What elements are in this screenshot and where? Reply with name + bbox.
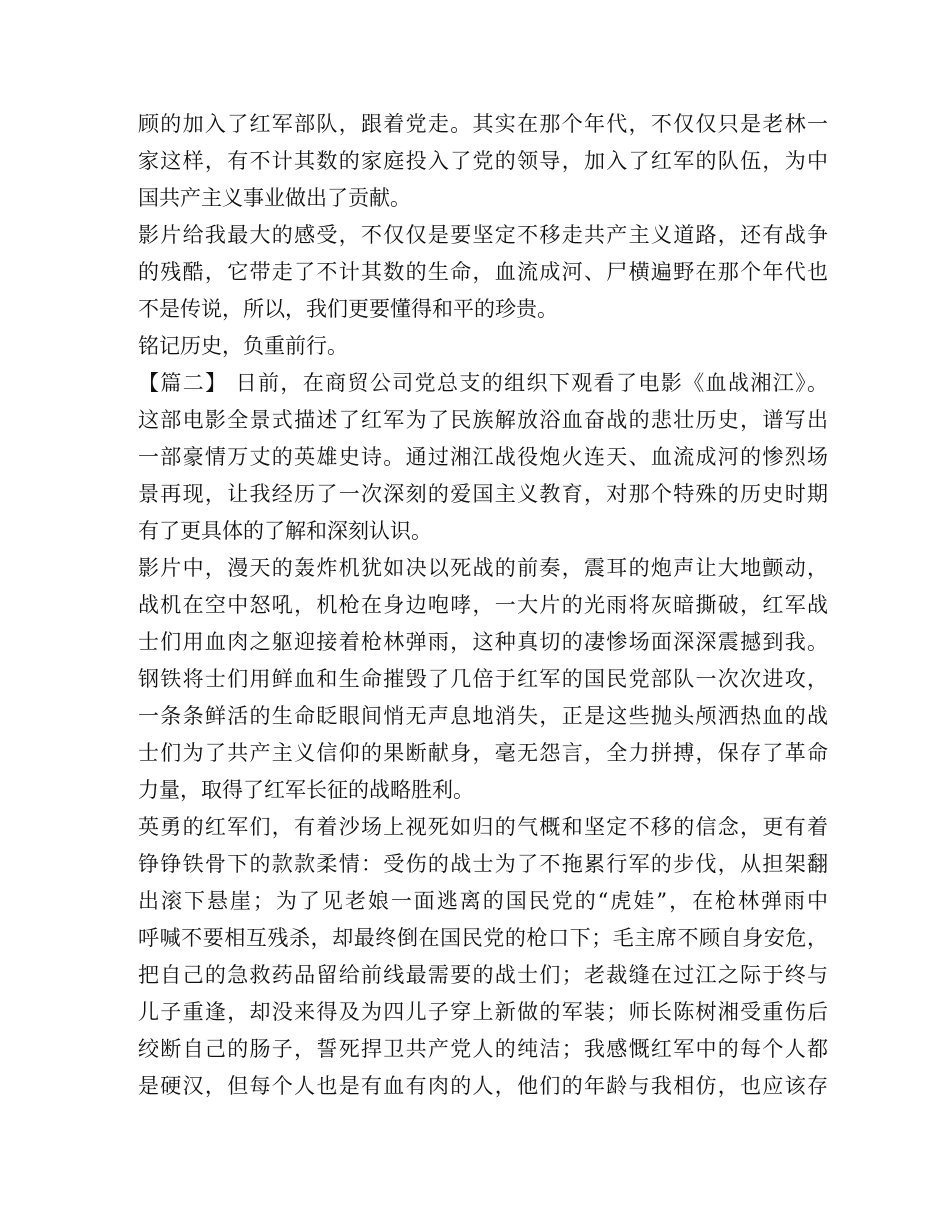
text-line: 铭记历史，负重前行。 (138, 334, 348, 358)
text-line: 的残酷，它带走了不计其数的生命，血流成河、尸横遍野在那个年代也 (138, 260, 828, 284)
text-line: 家这样，有不计其数的家庭投入了党的领导，加入了红军的队伍，为中 (138, 149, 828, 173)
text-line: 一部豪情万丈的英雄史诗。通过湘江战役炮火连天、血流成河的惨烈场 (138, 445, 828, 469)
text-line: 绞断自己的肠子，誓死捍卫共产党人的纯洁；我感慨红军中的每个人都 (138, 1037, 828, 1061)
text-line: 顾的加入了红军部队，跟着党走。其实在那个年代，不仅仅只是老林一 (138, 112, 828, 136)
text-line: 铮铮铁骨下的款款柔情：受伤的战士为了不拖累行军的步伐，从担架翻 (138, 852, 828, 876)
text-line: 【篇二】 日前，在商贸公司党总支的组织下观看了电影《血战湘江》。 (138, 371, 828, 395)
text-line: 英勇的红军们，有着沙场上视死如归的气概和坚定不移的信念，更有着 (138, 815, 828, 839)
text-line: 一条条鲜活的生命眨眼间悄无声息地消失，正是这些抛头颅洒热血的战 (138, 704, 828, 728)
text-line: 儿子重逢，却没来得及为四儿子穿上新做的军装；师长陈树湘受重伤后 (138, 1000, 828, 1024)
text-line: 呼喊不要相互残杀，却最终倒在国民党的枪口下；毛主席不顾自身安危， (138, 926, 828, 950)
text-line: 影片中，漫天的轰炸机犹如决以死战的前奏，震耳的炮声让大地颤动， (138, 556, 828, 580)
text-line: 影片给我最大的感受，不仅仅是要坚定不移走共产主义道路，还有战争 (138, 223, 828, 247)
text-line: 不是传说，所以，我们更要懂得和平的珍贵。 (138, 297, 558, 321)
text-line: 士们用血肉之躯迎接着枪林弹雨，这种真切的凄惨场面深深震撼到我。 (138, 630, 828, 654)
text-line: 战机在空中怒吼，机枪在身边咆哮，一大片的光雨将灰暗撕破，红军战 (138, 593, 828, 617)
text-line: 有了更具体的了解和深刻认识。 (138, 519, 432, 543)
text-line: 出滚下悬崖；为了见老娘一面逃离的国民党的“虎娃”，在枪林弹雨中 (138, 889, 828, 913)
text-line: 国共产主义事业做出了贡献。 (138, 186, 411, 210)
text-line: 力量，取得了红军长征的战略胜利。 (138, 778, 474, 802)
text-line: 钢铁将士们用鲜血和生命摧毁了几倍于红军的国民党部队一次次进攻， (138, 667, 828, 691)
text-line: 景再现，让我经历了一次深刻的爱国主义教育，对那个特殊的历史时期 (138, 482, 828, 506)
text-line: 士们为了共产主义信仰的果断献身，毫无怨言，全力拼搏，保存了革命 (138, 741, 828, 765)
text-line: 是硬汉，但每个人也是有血有肉的人，他们的年龄与我相仿，也应该存 (138, 1074, 828, 1098)
text-line: 把自己的急救药品留给前线最需要的战士们；老裁缝在过江之际于终与 (138, 963, 828, 987)
text-line: 这部电影全景式描述了红军为了民族解放浴血奋战的悲壮历史，谱写出 (138, 408, 828, 432)
document-body (138, 106, 828, 1105)
